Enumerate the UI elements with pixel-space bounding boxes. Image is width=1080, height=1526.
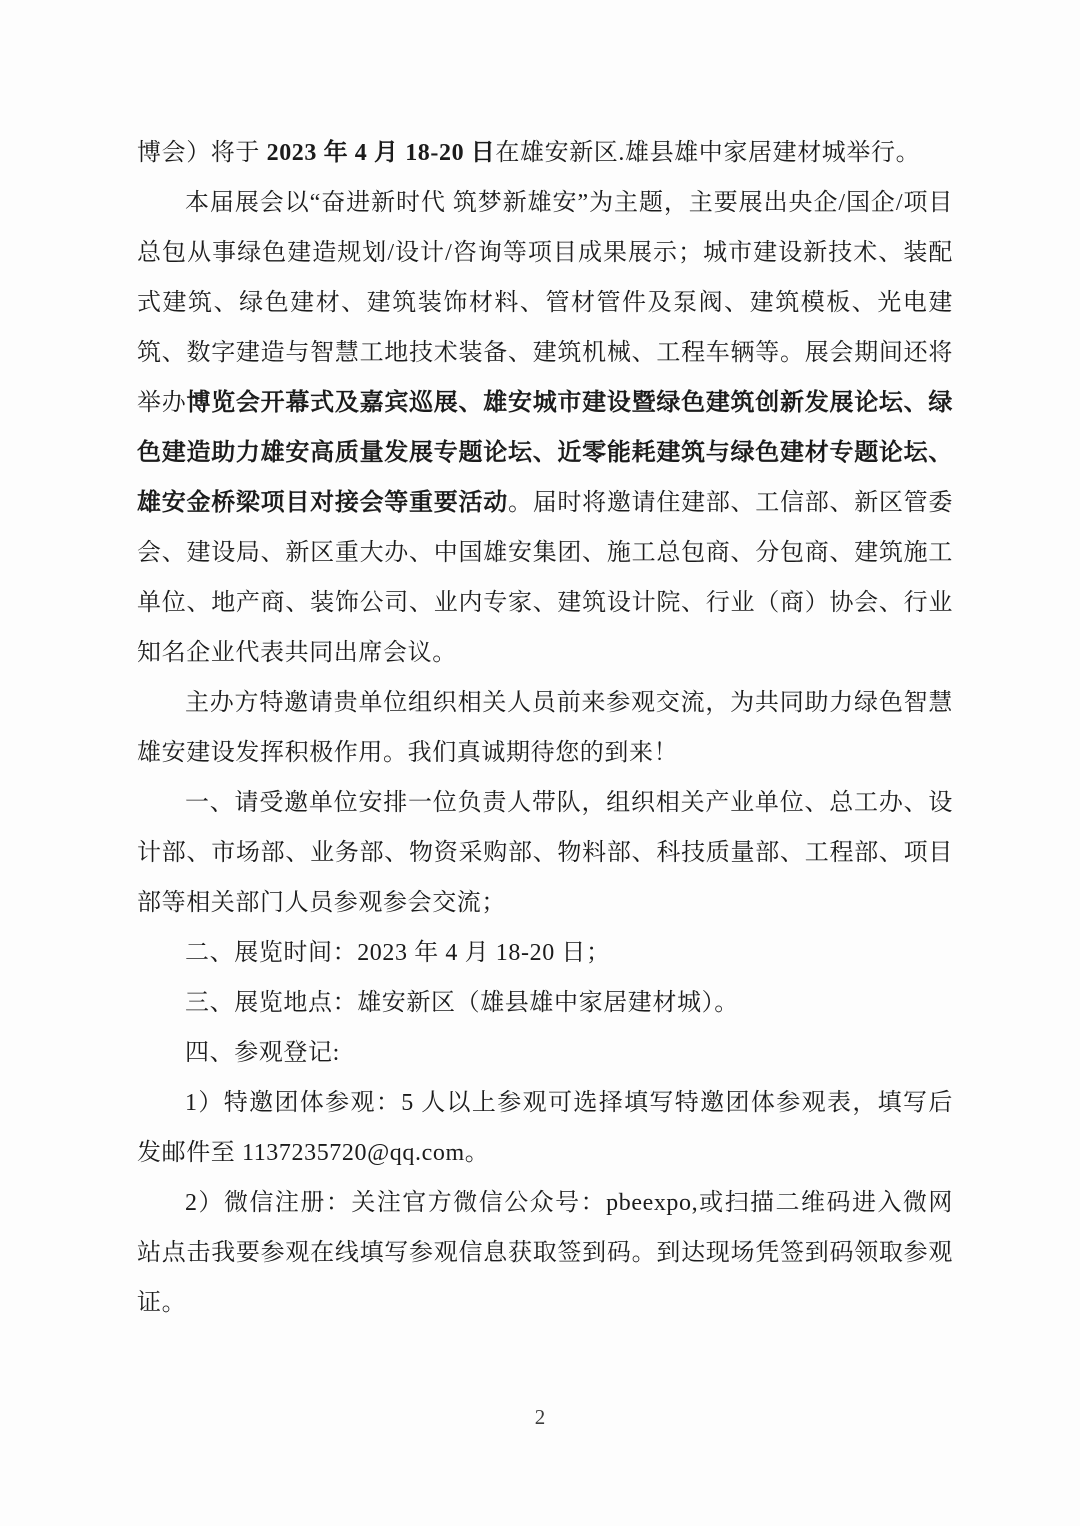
text-segment: 四、参观登记: bbox=[185, 1040, 340, 1066]
paragraph bbox=[137, 928, 953, 978]
paragraph bbox=[137, 978, 953, 1028]
paragraph bbox=[137, 178, 953, 678]
paragraph bbox=[137, 678, 953, 778]
text-segment: 主办方特邀请贵单位组织相关人员前来参观交流，为共同助力绿色智慧雄安建设发挥积极作用。我们真诚期待您的到来！ bbox=[137, 690, 953, 766]
text-segment: 二、展览时间：2023 年 4 月 18-20 日； bbox=[185, 940, 611, 966]
paragraph bbox=[137, 1028, 953, 1078]
paragraph bbox=[137, 1078, 953, 1178]
text-segment: 。届时将邀请住建部、工信部、新区管委会、建设局、新区重大办、中国雄安集团、施工总包商、分包商、建筑施工单位、地产商、装饰公司、业内专家、建筑设计院、行业（商）协会、行业知名企业代表共同出席会议。 bbox=[137, 490, 953, 666]
text-segment: 1）特邀团体参观：5 人以上参观可选择填写特邀团体参观表，填写后发邮件至 1137235720@qq.com。 bbox=[137, 1090, 953, 1166]
text-segment: 2）微信注册：关注官方微信公众号：pbeexpo,或扫描二维码进入微网站点击我要参观在线填写参观信息获取签到码。到达现场凭签到码领取参观证。 bbox=[137, 1190, 953, 1316]
bold-text-segment: 博览会开幕式及嘉宾巡展、雄安城市建设暨绿色建筑创新发展论坛、绿色建造助力雄安高质量发展专题论坛、近零能耗建筑与绿色建材专题论坛、雄安金桥梁项目对接会等重要活动 bbox=[137, 390, 953, 516]
text-segment: 一、请受邀单位安排一位负责人带队，组织相关产业单位、总工办、设计部、市场部、业务部、物资采购部、物料部、科技质量部、工程部、项目部等相关部门人员参观参会交流； bbox=[137, 790, 953, 916]
paragraph bbox=[137, 128, 953, 178]
text-segment: 在雄安新区.雄县雄中家居建材城举行。 bbox=[495, 140, 921, 166]
text-segment: 本届展会以“奋进新时代 筑梦新雄安”为主题，主要展出央企/国企/项目总包从事绿色建造规划/设计/咨询等项目成果展示；城市建设新技术、装配式建筑、绿色建材、建筑装饰材料、管材管件及泵阀、建筑模板、光电建筑、数字建造与智慧工地技术装备、建筑机械、工程车辆等。展会期间还将举办 bbox=[137, 190, 953, 416]
text-segment: 三、展览地点：雄安新区（雄县雄中家居建材城）。 bbox=[185, 990, 739, 1016]
bold-text-segment: 2023 年 4 月 18-20 日 bbox=[266, 140, 496, 166]
document-body bbox=[137, 128, 953, 1328]
paragraph bbox=[137, 778, 953, 928]
text-segment: 博会）将于 bbox=[137, 140, 267, 166]
paragraph bbox=[137, 1178, 953, 1328]
page-number: 2 bbox=[534, 1405, 546, 1429]
